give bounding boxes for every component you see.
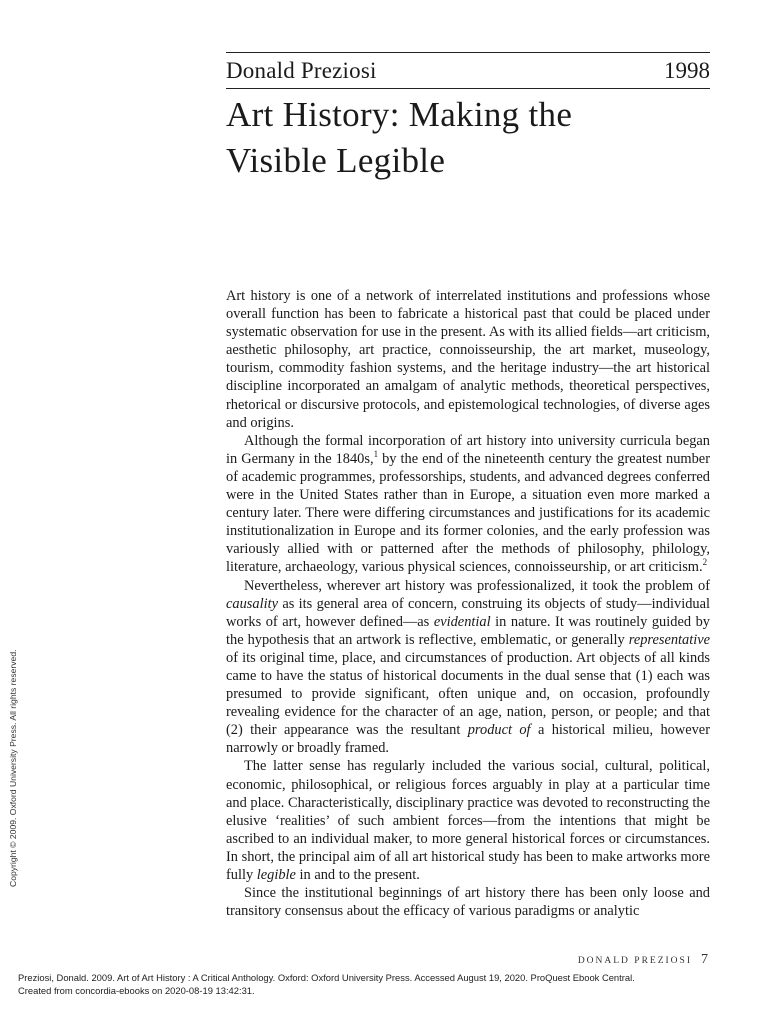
paragraph-3 — [226, 577, 710, 758]
paragraph-3-text-b: as its general area of concern, construing its objects of study—individual works of art, however defined—as — [226, 595, 710, 630]
italic-evidential: evidential — [433, 613, 491, 630]
paragraph-2-text-a: Although the formal incorporation of art history into university curricula began in Germany in the 1840s, — [226, 432, 710, 467]
paragraph-3-text-d: of its original time, place, and circumstances of production. Art objects of all kinds came to have the status of historical documents in the dual sense that (1) each was presumed to provide significant, often unique and, on occasion, profoundly revealing evidence for the character of an age, nation, person, or people; and that (2) their appearance was the resultant — [226, 649, 710, 739]
italic-causality: causality — [226, 595, 278, 612]
running-footer-author: DONALD PREZIOSI — [577, 956, 692, 966]
paragraph-4 — [226, 757, 710, 884]
paragraph-2 — [226, 432, 710, 577]
chapter-author: Donald Preziosi — [226, 58, 377, 83]
citation-line-1: Preziosi, Donald. 2009. Art of Art History : A Critical Anthology. Oxford: Oxford University Press. Accessed August 19, 2020. ProQuest Ebook Central. — [18, 972, 635, 983]
citation-footer — [18, 972, 758, 997]
header-bottom-rule — [226, 88, 710, 89]
citation-line-2: Created from concordia-ebooks on 2020-08-19 13:42:31. — [18, 984, 255, 996]
italic-legible: legible — [256, 867, 296, 883]
side-copyright-notice: Copyright © 2009. Oxford University Press. All rights reserved. — [8, 649, 18, 887]
paragraph-5: Since the institutional beginnings of art history there has been only loose and transitory consensus about the efficacy of various paradigms or analytic — [226, 885, 710, 920]
paragraph-4-text-a: The latter sense has regularly included the various social, cultural, political, economic, philosophical, or religious forces arguably in play at a particular time and place. Characteristically, disciplinary practice was devoted to reconstructing the elusive ‘realities’ of such ambient forces—from the intentions that might be ascribed to an individual maker, to more general historical forces or circumstances. In short, the principal aim of all art historical study has been to make artworks more fully — [226, 758, 710, 883]
paragraph-3-text-c: in nature. It was routinely guided by the hypothesis that an artwork is reflective, emblematic, or generally — [226, 613, 710, 648]
chapter-year: 1998 — [664, 58, 710, 83]
page-number: 7 — [701, 952, 708, 967]
paragraph-4-text-b: in and to the present. — [295, 867, 420, 883]
paragraph-3-text-e: a historical milieu, however narrowly or broadly framed. — [226, 722, 710, 757]
chapter-title-line-2: Visible Legible — [226, 141, 446, 180]
italic-representative: representative — [628, 631, 710, 648]
body-text — [226, 287, 710, 920]
footnote-ref-1[interactable]: 1 — [373, 449, 379, 460]
chapter-title-line-1: Art History: Making the — [226, 95, 573, 134]
italic-product-of: product of — [467, 722, 531, 739]
header-top-rule — [226, 52, 710, 53]
paragraph-2-text-b: by the end of the nineteenth century the greatest number of academic programmes, professorships, students, and advanced degrees conferred were in the United States rather than in Europe, a situation even more marked a century later. There were differing circumstances and justifications for its academic institutionalization in Europe and its former colonies, and the early profession was variously allied with or patterned after the methods of philosophy, philology, literature, archaeology, various physical sciences, connoisseurship, or art criticism. — [226, 450, 710, 576]
paragraph-3-text-a: Nevertheless, wherever art history was professionalized, it took the problem of — [244, 577, 710, 594]
paragraph-1: Art history is one of a network of interrelated institutions and professions whose overall function has been to fabricate a historical past that could be placed under systematic observation for use in the present. As with its allied fields—art criticism, aesthetic philosophy, art practice, connoisseurship, the art market, museology, tourism, commodity fashion systems, and the heritage industry—the art historical discipline incorporated an amalgam of analytic methods, theoretical perspectives, rhetorical or discursive protocols, and epistemological technologies, of diverse ages and origins. — [226, 288, 710, 431]
chapter-title — [226, 92, 706, 184]
footnote-ref-2[interactable]: 2 — [702, 557, 708, 568]
